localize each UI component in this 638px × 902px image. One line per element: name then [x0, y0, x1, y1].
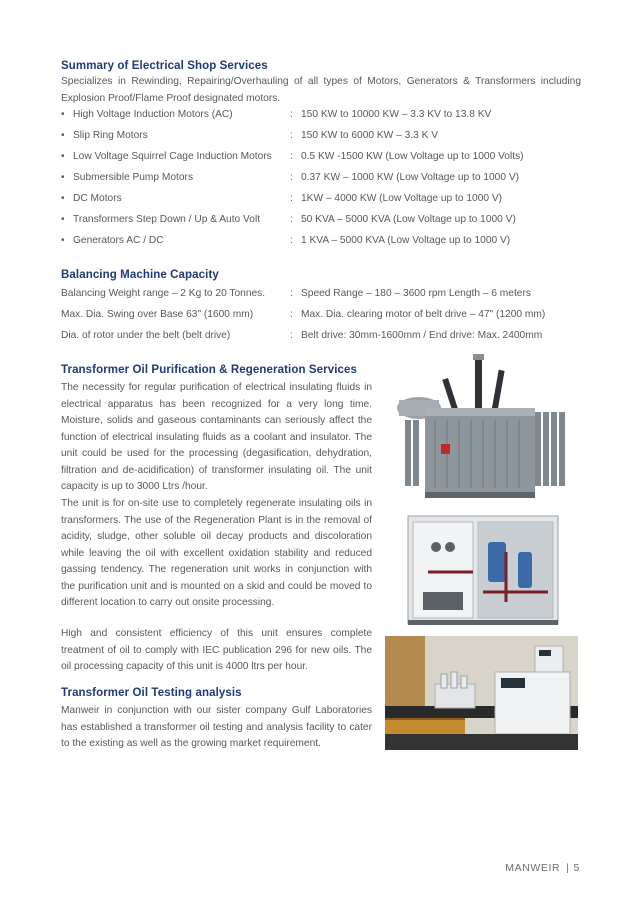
heading-oil-testing: Transformer Oil Testing analysis: [61, 687, 242, 699]
footer-separator: |: [566, 862, 570, 874]
list-item: [61, 107, 581, 123]
colon: :: [290, 151, 293, 162]
oil-purification-paragraph-3: High and consistent efficiency of this unit ensures complete treatment of oil to comply with IEC publication 296 for new oils. The oil processing capacity of this unit is 4000 ltrs per hour.: [61, 628, 372, 672]
bullet: •: [61, 151, 65, 162]
regeneration-plant-illustration: [388, 512, 578, 629]
item-value: 0.5 KW -1500 KW (Low Voltage up to 1000 Volts): [301, 151, 524, 162]
item-label: Transformers Step Down / Up & Auto Volt: [73, 214, 261, 225]
bullet: •: [61, 109, 65, 120]
list-item: [61, 149, 581, 165]
oil-purification-paragraph-1: The necessity for regular purification of electrical insulating fluids in electrical apparatus has been recognized for a very long time. Moisture, solids and gaseous contaminants can seriously affect the function of electrical insulating fluids as a coolant and insulator. The unit could be used for the processing (degasification, dehydration, filtration and de-acidification) of transformer insulating oil. The unit capacity is up to 3000 Ltrs /hour.: [61, 382, 372, 492]
list-item: [61, 191, 581, 207]
colon: :: [290, 109, 293, 120]
item-value: 50 KVA – 5000 KVA (Low Voltage up to 1000 V): [301, 214, 516, 225]
list-item: [61, 233, 581, 249]
item-label: Generators AC / DC: [73, 235, 164, 246]
item-value: Belt drive: 30mm-1600mm / End drive: Max. 2400mm: [301, 330, 543, 341]
heading-oil-purification: Transformer Oil Purification & Regeneration Services: [61, 364, 357, 376]
item-label: Max. Dia. Swing over Base 63" (1600 mm): [61, 309, 254, 320]
colon: :: [290, 235, 293, 246]
transformer-illustration: [385, 348, 578, 506]
bullet: •: [61, 172, 65, 183]
bullet: •: [61, 193, 65, 204]
colon: :: [290, 130, 293, 141]
colon: :: [290, 193, 293, 204]
item-value: 150 KW to 10000 KW – 3.3 KV to 13.8 KV: [301, 109, 492, 120]
colon: :: [290, 172, 293, 183]
item-label: Slip Ring Motors: [73, 130, 148, 141]
bullet: •: [61, 214, 65, 225]
colon: :: [290, 288, 293, 299]
oil-testing-paragraph: Manweir in conjunction with our sister company Gulf Laboratories has established a transformer oil testing and analysis facility to cater to the existing as well as the growing market requirement.: [61, 705, 372, 749]
item-value: Speed Range – 180 – 3600 rpm Length – 6 meters: [301, 288, 531, 299]
oil-purification-paragraph-2: The unit is for on-site use to completely regenerate insulating oils in transformers. The use of the Regeneration Plant is in the removal of acidity, sludge, other soluble oil decay products and discoloration while leaving the oil with excellent oxidation stability and reduced gassing tendency. The regeneration unit works in conjunction with the purification unit and is mounted on a skid and could be moved to different location to carry out onsite processing.: [61, 498, 372, 608]
heading-electrical-shop: Summary of Electrical Shop Services: [61, 60, 268, 72]
list-item: [61, 328, 581, 344]
item-label: Submersible Pump Motors: [73, 172, 194, 183]
intro-paragraph: Specializes in Rewinding, Repairing/Overhauling of all types of Motors, Generators & Transformers including Explosion Proof/Flame Proof designated motors.: [61, 76, 581, 104]
colon: :: [290, 330, 293, 341]
item-value: 0.37 KW – 1000 KW (Low Voltage up to 1000 V): [301, 172, 520, 183]
page-footer: [505, 862, 580, 874]
bullet: •: [61, 235, 65, 246]
colon: :: [290, 309, 293, 320]
item-value: 1 KVA – 5000 KVA (Low Voltage up to 1000 V): [301, 235, 511, 246]
oil-testing-lab-photo: [385, 636, 578, 750]
item-label: Balancing Weight range – 2 Kg to 20 Tonnes.: [61, 288, 266, 299]
colon: :: [290, 214, 293, 225]
list-item: [61, 128, 581, 144]
lab-illustration: [385, 636, 578, 750]
heading-balancing-capacity: Balancing Machine Capacity: [61, 269, 219, 281]
item-value: 150 KW to 6000 KW – 3.3 K V: [301, 130, 439, 141]
power-transformer-photo: [385, 348, 578, 506]
item-value: 1KW – 4000 KW (Low Voltage up to 1000 V): [301, 193, 503, 204]
item-value: Max. Dia. clearing motor of belt drive – 47" (1200 mm): [301, 309, 546, 320]
list-item: [61, 212, 581, 228]
list-item: [61, 286, 581, 302]
list-item: [61, 170, 581, 186]
page-number: 5: [573, 862, 580, 874]
item-label: High Voltage Induction Motors (AC): [73, 109, 233, 120]
bullet: •: [61, 130, 65, 141]
footer-brand: MANWEIR: [505, 862, 561, 874]
item-label: DC Motors: [73, 193, 122, 204]
item-label: Dia. of rotor under the belt (belt drive): [61, 330, 231, 341]
oil-regeneration-plant-photo: [388, 512, 578, 629]
item-label: Low Voltage Squirrel Cage Induction Motors: [73, 151, 272, 162]
list-item: [61, 307, 581, 323]
